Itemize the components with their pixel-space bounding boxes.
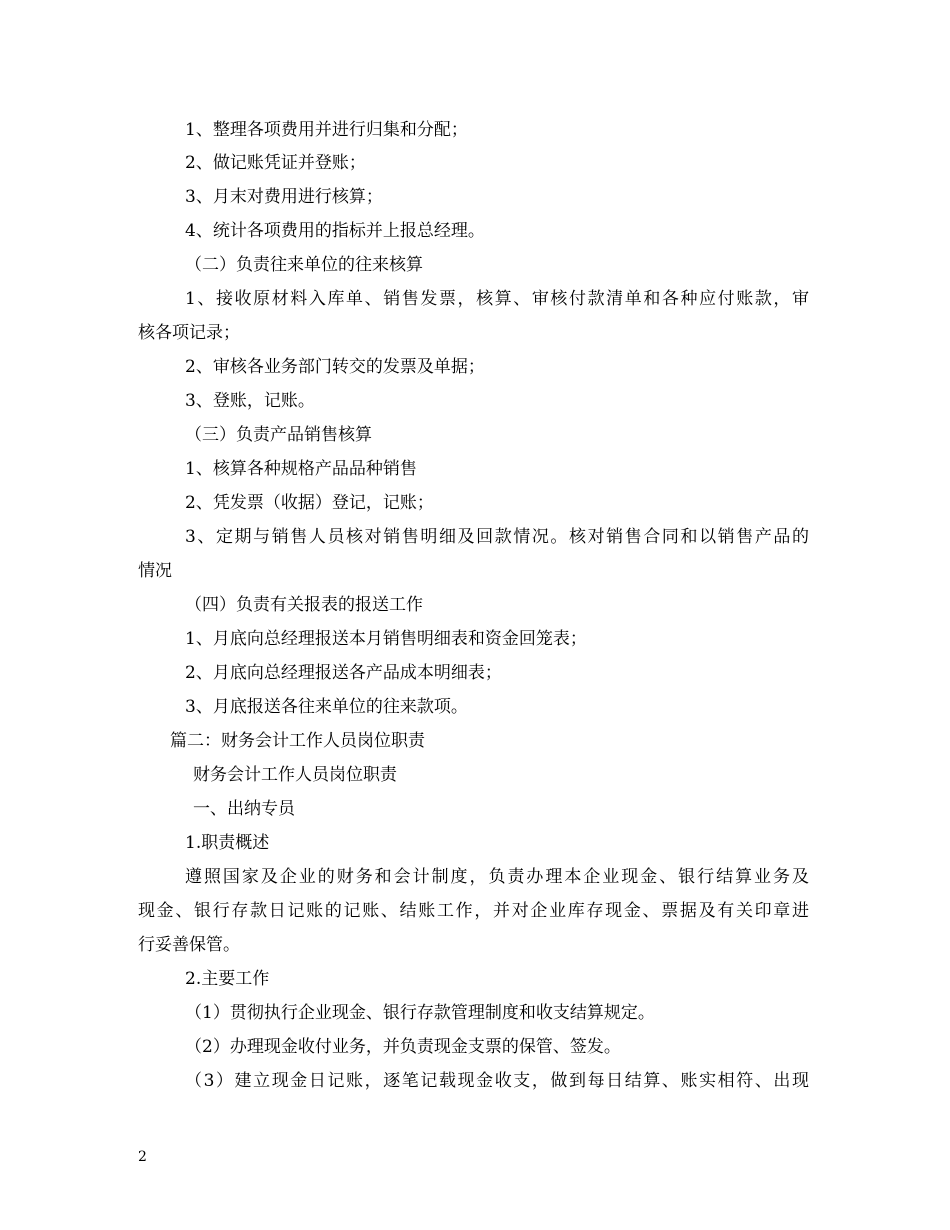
list-item: 3、月末对费用进行核算； (185, 187, 383, 207)
list-item: （2）办理现金收付业务，并负责现金支票的保管、签发。 (185, 1037, 621, 1057)
list-item: （3）建立现金日记账，逐笔记载现金收支，做到每日结算、账实相符、出现 (185, 1071, 809, 1091)
section-heading: （四）负责有关报表的报送工作 (185, 595, 423, 615)
list-item: 1、核算各种规格产品品种销售 (185, 459, 417, 479)
list-item: 2、月底向总经理报送各产品成本明细表； (185, 663, 502, 683)
section-heading: （三）负责产品销售核算 (185, 425, 372, 445)
list-item: （1）贯彻执行企业现金、银行存款管理制度和收支结算规定。 (185, 1003, 655, 1023)
paragraph-line: 行妥善保管。 (138, 935, 240, 955)
list-item: 1、接收原材料入库单、销售发票，核算、审核付款清单和各种应付账款，审 (185, 289, 809, 309)
chapter-heading: 篇二：财务会计工作人员岗位职责 (170, 731, 425, 751)
list-item: 3、月底报送各往来单位的往来款项。 (185, 697, 468, 717)
list-item: 3、定期与销售人员核对销售明细及回款情况。核对销售合同和以销售产品的 (185, 527, 809, 547)
subsection-heading: 1.职责概述 (185, 833, 270, 853)
list-item-continuation: 情况 (138, 561, 172, 581)
list-item: 1、整理各项费用并进行归集和分配； (185, 120, 468, 140)
list-item-continuation: 核各项记录； (138, 323, 240, 343)
section-heading: 一、出纳专员 (193, 799, 295, 819)
paragraph-line: 现金、银行存款日记账的记账、结账工作，并对企业库存现金、票据及有关印章进 (138, 901, 809, 921)
section-heading: （二）负责往来单位的往来核算 (185, 255, 423, 275)
document-title: 财务会计工作人员岗位职责 (193, 765, 397, 785)
list-item: 1、月底向总经理报送本月销售明细表和资金回笼表； (185, 629, 587, 649)
page-number: 2 (138, 1149, 147, 1165)
list-item: 3、登账，记账。 (185, 391, 315, 411)
list-item: 2、做记账凭证并登账； (185, 153, 366, 173)
list-item: 4、统计各项费用的指标并上报总经理。 (185, 221, 485, 241)
list-item: 2、审核各业务部门转交的发票及单据； (185, 357, 485, 377)
paragraph-line: 遵照国家及企业的财务和会计制度，负责办理本企业现金、银行结算业务及 (185, 867, 809, 887)
subsection-heading: 2.主要工作 (185, 969, 270, 989)
list-item: 2、凭发票（收据）登记，记账； (185, 493, 434, 513)
